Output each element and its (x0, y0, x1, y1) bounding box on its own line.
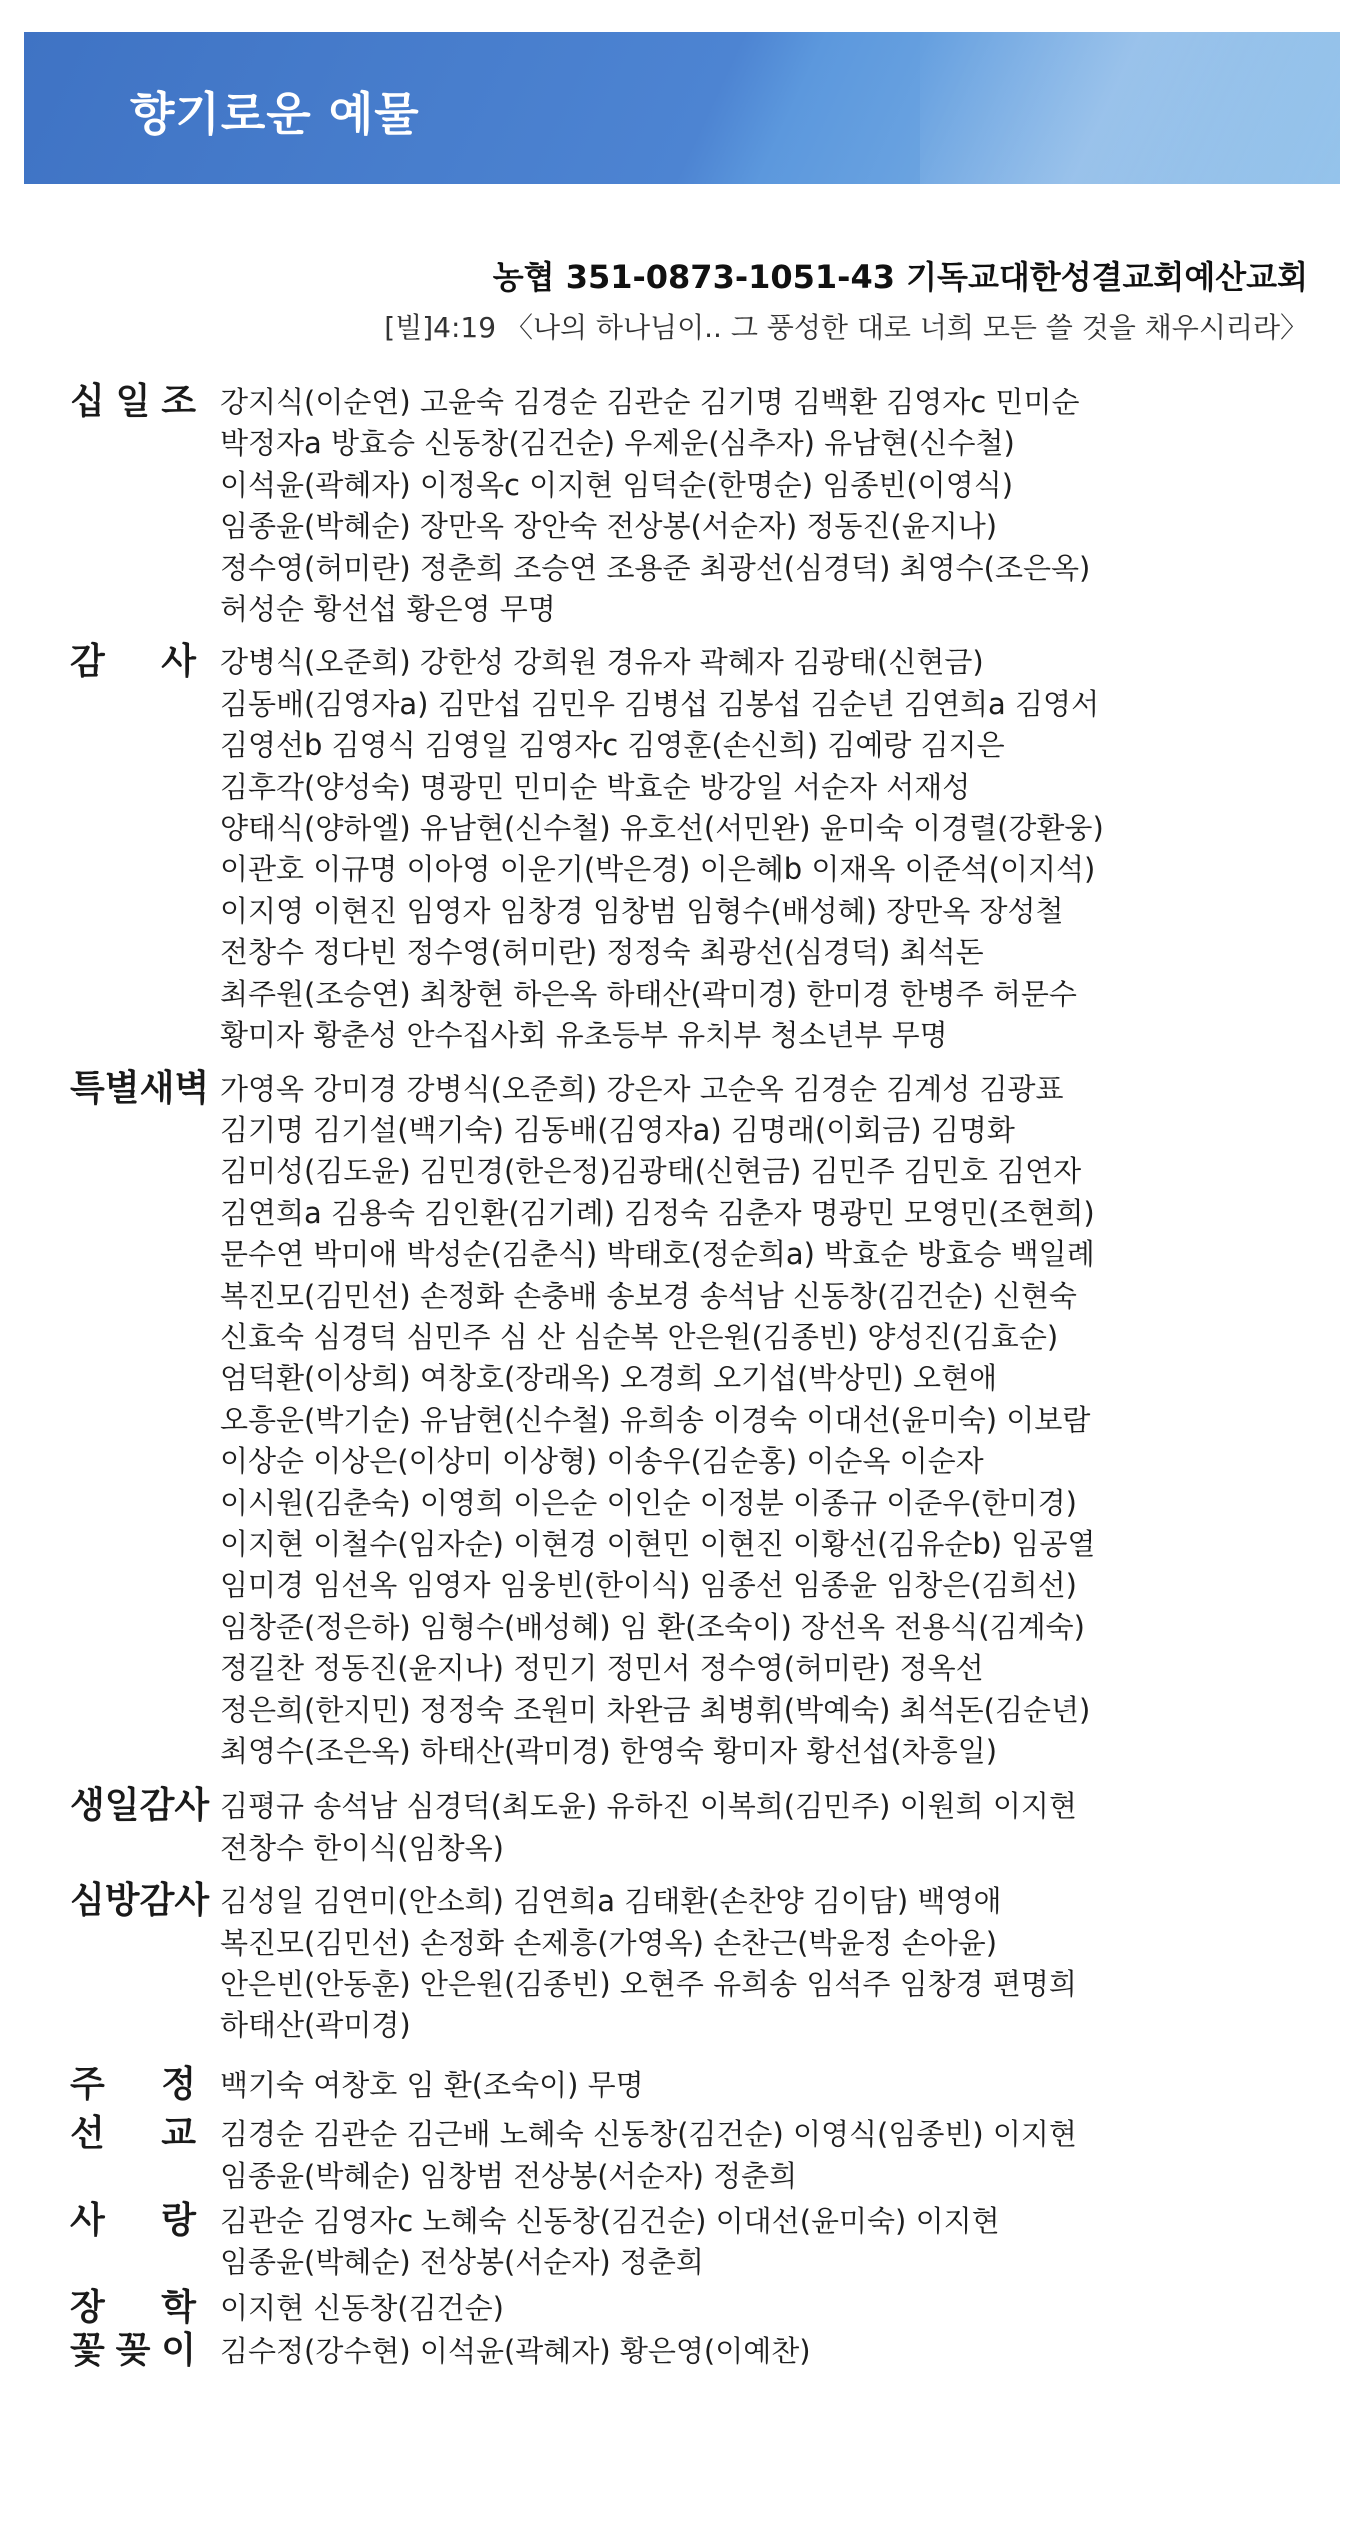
section-4 (0, 1881, 1352, 2047)
name-line: 전창수 한이식(임창옥) (220, 1830, 504, 1865)
name-line: 김미성(김도윤) 김민경(한은정)김광태(신현금) 김민주 김민호 김연자 (220, 1154, 1082, 1189)
section-8 (0, 2288, 1352, 2329)
name-line: 강지식(이순연) 고윤숙 김경순 김관순 김기명 김백환 김영자c 민미순 (220, 385, 1080, 419)
name-line: 양태식(양하엘) 유남현(신수철) 유호선(서민완) 윤미숙 이경렬(강환웅) (220, 811, 1104, 846)
section-3 (0, 1786, 1352, 1869)
name-line: 임종윤(박혜순) 전상봉(서순자) 정춘희 (220, 2245, 704, 2280)
section-label: 선 교 (70, 2113, 196, 2155)
name-line: 임종윤(박혜순) 임창범 전상봉(서순자) 정춘희 (220, 2158, 798, 2193)
section-2 (0, 1069, 1352, 1773)
name-line: 김동배(김영자a) 김만섭 김민우 김병섭 김봉섭 김순년 김연희a 김영서 (220, 686, 1100, 721)
section-7 (0, 2201, 1352, 2284)
name-line: 이관호 이규명 이아영 이운기(박은경) 이은혜b 이재옥 이준석(이지석) (220, 852, 1096, 887)
bank-account: 농협 351-0873-1051-43 기독교대한성결교회예산교회 (492, 258, 1308, 296)
section-label: 감 사 (70, 641, 196, 683)
name-line: 가영옥 강미경 강병식(오준희) 강은자 고순옥 김경순 김계성 김광표 (220, 1071, 1064, 1106)
section-label: 생 일 감 사 (70, 1785, 210, 1827)
name-line: 김기명 김기설(백기숙) 김동배(김영자a) 김명래(이회금) 김명화 (220, 1112, 1015, 1147)
section-names (220, 2065, 1352, 2106)
name-line: 이지영 이현진 임영자 임창경 임창범 임형수(배성혜) 장만옥 장성철 (220, 893, 1064, 928)
name-line: 최주원(조승연) 최창현 하은옥 하태산(곽미경) 한미경 한병주 허문수 (220, 976, 1077, 1011)
name-line: 황미자 황춘성 안수집사회 유초등부 유치부 청소년부 무명 (220, 1018, 948, 1053)
section-names (220, 2331, 1352, 2372)
section-names (220, 1881, 1352, 2047)
name-line: 이상순 이상은(이상미 이상형) 이송우(김순홍) 이순옥 이순자 (220, 1444, 984, 1479)
section-names (220, 382, 1352, 630)
name-line: 임종윤(박혜순) 장만옥 장안숙 전상봉(서순자) 정동진(윤지나) (220, 509, 998, 544)
name-line: 안은빈(안동훈) 안은원(김종빈) 오현주 유희송 임석주 임창경 편명희 (220, 1967, 1077, 2002)
name-line: 이지현 신동창(김건순) (220, 2290, 504, 2325)
name-line: 김영선b 김영식 김영일 김영자c 김영훈(손신희) 김예랑 김지은 (220, 728, 1005, 763)
section-names (220, 2288, 1352, 2329)
name-line: 허성순 황선섭 황은영 무명 (220, 592, 556, 627)
section-label: 주 정 (70, 2063, 196, 2105)
section-label: 사 랑 (70, 2200, 196, 2242)
name-line: 김평규 송석남 심경덕(최도윤) 유하진 이복희(김민주) 이원희 이지현 (220, 1789, 1077, 1824)
name-line: 김연희a 김용숙 김인환(김기례) 김정숙 김춘자 명광민 모영민(조현희) (220, 1195, 1095, 1230)
name-line: 전창수 정다빈 정수영(허미란) 정정숙 최광선(심경덕) 최석돈 (220, 935, 984, 970)
name-line: 이시원(김춘숙) 이영희 이은순 이인순 이정분 이종규 이준우(한미경) (220, 1485, 1077, 1520)
name-line: 복진모(김민선) 손정화 손제흥(가영옥) 손찬근(박윤정 손아윤) (220, 1925, 998, 1960)
name-line: 정길찬 정동진(윤지나) 정민기 정민서 정수영(허미란) 정옥선 (220, 1651, 984, 1686)
name-line: 문수연 박미애 박성순(김춘식) 박태호(정순희a) 박효순 방효승 백일례 (220, 1237, 1095, 1272)
section-1 (0, 642, 1352, 1056)
bible-verse: [빌]4:19 〈나의 하나님이.. 그 풍성한 대로 너희 모든 쓸 것을 채우시리라〉 (384, 311, 1308, 344)
name-line: 김관순 김영자c 노혜숙 신동창(김건순) 이대선(윤미숙) 이지현 (220, 2204, 1000, 2239)
section-label: 심 방 감 사 (70, 1880, 210, 1922)
section-5 (0, 2065, 1352, 2106)
section-names (220, 1786, 1352, 1869)
name-line: 신효숙 심경덕 심민주 심 산 심순복 안은원(김종빈) 양성진(김효순) (220, 1319, 1059, 1354)
name-line: 백기숙 여창호 임 환(조숙이) 무명 (220, 2067, 644, 2102)
name-line: 복진모(김민선) 손정화 손충배 송보경 송석남 신동창(김건순) 신현숙 (220, 1278, 1077, 1313)
name-line: 임미경 임선옥 임영자 임웅빈(한이식) 임종선 임종윤 임창은(김희선) (220, 1568, 1077, 1603)
section-0 (0, 382, 1352, 630)
name-line: 하태산(곽미경) (220, 2008, 411, 2043)
section-names (220, 2114, 1352, 2197)
section-names (220, 642, 1352, 1056)
banner-decoration (920, 32, 1340, 184)
section-label: 장 학 (70, 2286, 196, 2328)
name-line: 박정자a 방효승 신동창(김건순) 우제운(심추자) 유남현(신수철) (220, 426, 1015, 461)
section-6 (0, 2114, 1352, 2197)
name-line: 임창준(정은하) 임형수(배성혜) 임 환(조숙이) 장선옥 전용식(김계숙) (220, 1609, 1085, 1644)
name-line: 김수정(강수현) 이석윤(곽혜자) 황은영(이예찬) (220, 2334, 811, 2369)
name-line: 이석윤(곽혜자) 이정옥c 이지현 임덕순(한명순) 임종빈(이영식) (220, 467, 1014, 502)
name-line: 김경순 김관순 김근배 노혜숙 신동창(김건순) 이영식(임종빈) 이지현 (220, 2117, 1077, 2152)
section-names (220, 1069, 1352, 1773)
title-banner (24, 32, 1340, 184)
offering-list (0, 382, 1352, 2373)
name-line: 엄덕환(이상희) 여창호(장래옥) 오경희 오기섭(박상민) 오현애 (220, 1361, 998, 1396)
name-line: 오흥운(박기순) 유남현(신수철) 유희송 이경숙 이대선(윤미숙) 이보람 (220, 1402, 1091, 1437)
name-line: 정수영(허미란) 정춘희 조승연 조용준 최광선(심경덕) 최영수(조은옥) (220, 550, 1091, 585)
section-label: 십 일 조 (70, 381, 196, 422)
name-line: 김후각(양성숙) 명광민 민미순 박효순 방강일 서순자 서재성 (220, 769, 971, 804)
name-line: 정은희(한지민) 정정숙 조원미 차완금 최병휘(박예숙) 최석돈(김순년) (220, 1692, 1091, 1727)
section-label: 특 별 새 벽 (70, 1067, 210, 1109)
name-line: 강병식(오준희) 강한성 강희원 경유자 곽혜자 김광태(신현금) (220, 645, 984, 680)
section-label: 꽃 꽂 이 (70, 2330, 196, 2372)
name-line: 김성일 김연미(안소희) 김연희a 김태환(손찬양 김이담) 백영애 (220, 1884, 1002, 1919)
page-title: 향기로운 예물 (130, 87, 420, 141)
section-names (220, 2201, 1352, 2284)
name-line: 이지현 이철수(임자순) 이현경 이현민 이현진 이황선(김유순b) 임공열 (220, 1526, 1096, 1561)
name-line: 최영수(조은옥) 하태산(곽미경) 한영숙 황미자 황선섭(차흥일) (220, 1734, 998, 1768)
section-9 (0, 2331, 1352, 2372)
